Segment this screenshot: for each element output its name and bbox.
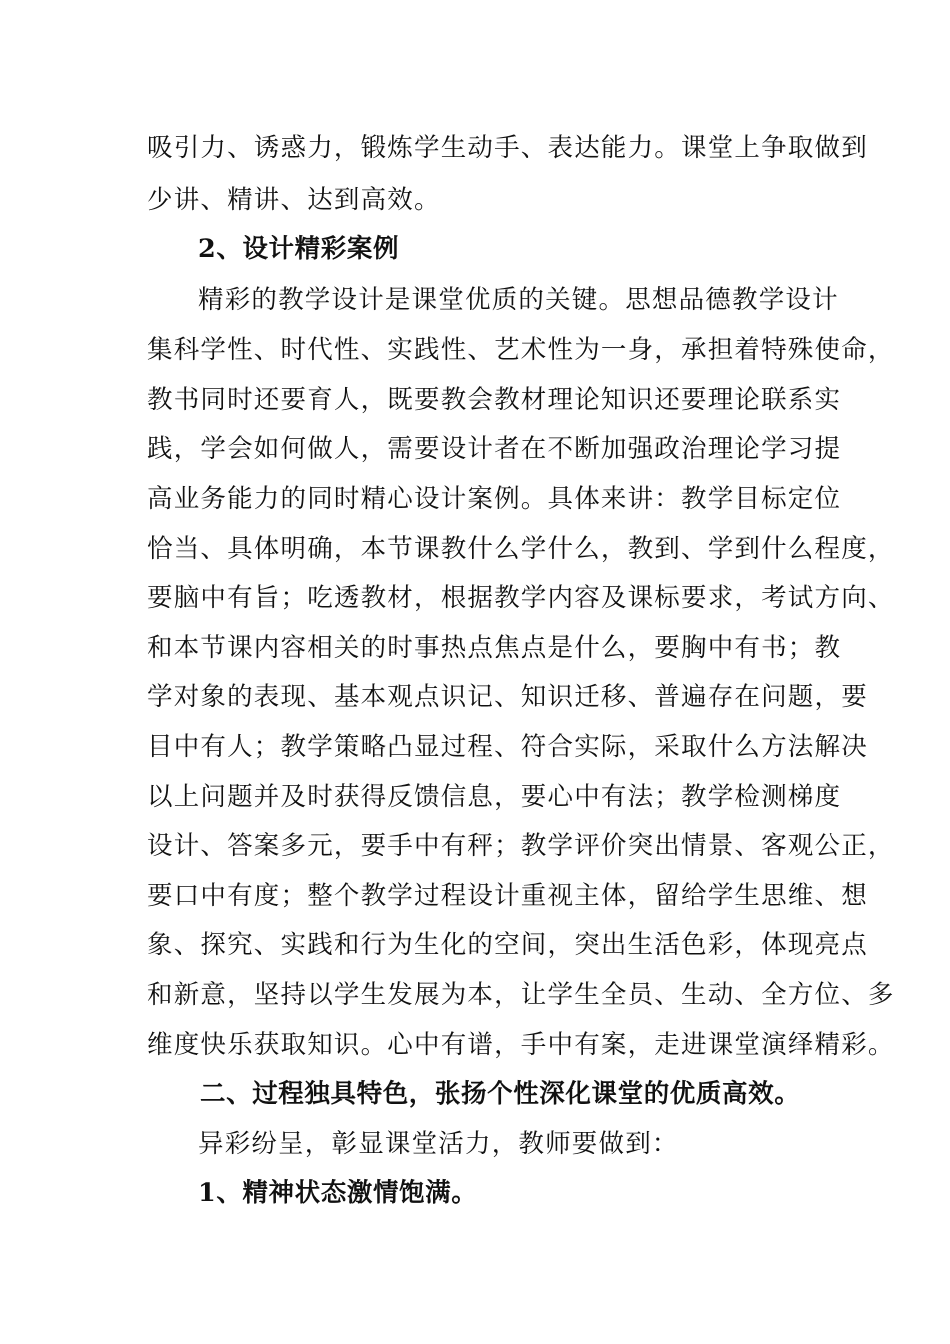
paragraph-line: 以上问题并及时获得反馈信息，要心中有法；教学检测梯度	[147, 782, 842, 812]
paragraph-line: 和本节课内容相关的时事热点焦点是什么，要胸中有书；教	[147, 633, 842, 663]
paragraph-line: 象、探究、实践和行为生化的空间，突出生活色彩，体现亮点	[147, 930, 868, 960]
paragraph-line: 集科学性、时代性、实践性、艺术性为一身，承担着特殊使命，	[147, 335, 895, 365]
paragraph-line: 少讲、精讲、达到高效。	[147, 185, 441, 215]
paragraph-line: 设计、答案多元，要手中有秤；教学评价突出情景、客观公正，	[147, 831, 895, 861]
paragraph-line: 和新意，坚持以学生发展为本，让学生全员、生动、全方位、多	[147, 980, 895, 1010]
paragraph-line: 异彩纷呈，彰显课堂活力，教师要做到：	[198, 1129, 679, 1159]
paragraph-line: 践，学会如何做人，需要设计者在不断加强政治理论学习提	[147, 434, 842, 464]
subsection-heading-spirit: 1、精神状态激情饱满。	[198, 1178, 478, 1208]
section-heading-design-cases: 2、设计精彩案例	[198, 234, 400, 264]
paragraph-line: 精彩的教学设计是课堂优质的关键。思想品德教学设计	[198, 285, 839, 315]
paragraph-line: 目中有人；教学策略凸显过程、符合实际，采取什么方法解决	[147, 732, 868, 762]
paragraph-line: 吸引力、诱惑力，锻炼学生动手、表达能力。课堂上争取做到	[147, 133, 868, 163]
paragraph-line: 学对象的表现、基本观点识记、知识迁移、普遍存在问题，要	[147, 682, 868, 712]
paragraph-line: 恰当、具体明确，本节课教什么学什么，教到、学到什么程度，	[147, 534, 895, 564]
paragraph-line: 维度快乐获取知识。心中有谱，手中有案，走进课堂演绎精彩。	[147, 1030, 895, 1060]
paragraph-line: 高业务能力的同时精心设计案例。具体来讲：教学目标定位	[147, 484, 842, 514]
paragraph-line: 要脑中有旨；吃透教材，根据教学内容及课标要求，考试方向、	[147, 583, 895, 613]
paragraph-line: 要口中有度；整个教学过程设计重视主体，留给学生思维、想	[147, 881, 868, 911]
paragraph-line: 教书同时还要育人，既要教会教材理论知识还要理论联系实	[147, 385, 842, 415]
section-heading-process: 二、过程独具特色，张扬个性深化课堂的优质高效。	[200, 1079, 801, 1109]
